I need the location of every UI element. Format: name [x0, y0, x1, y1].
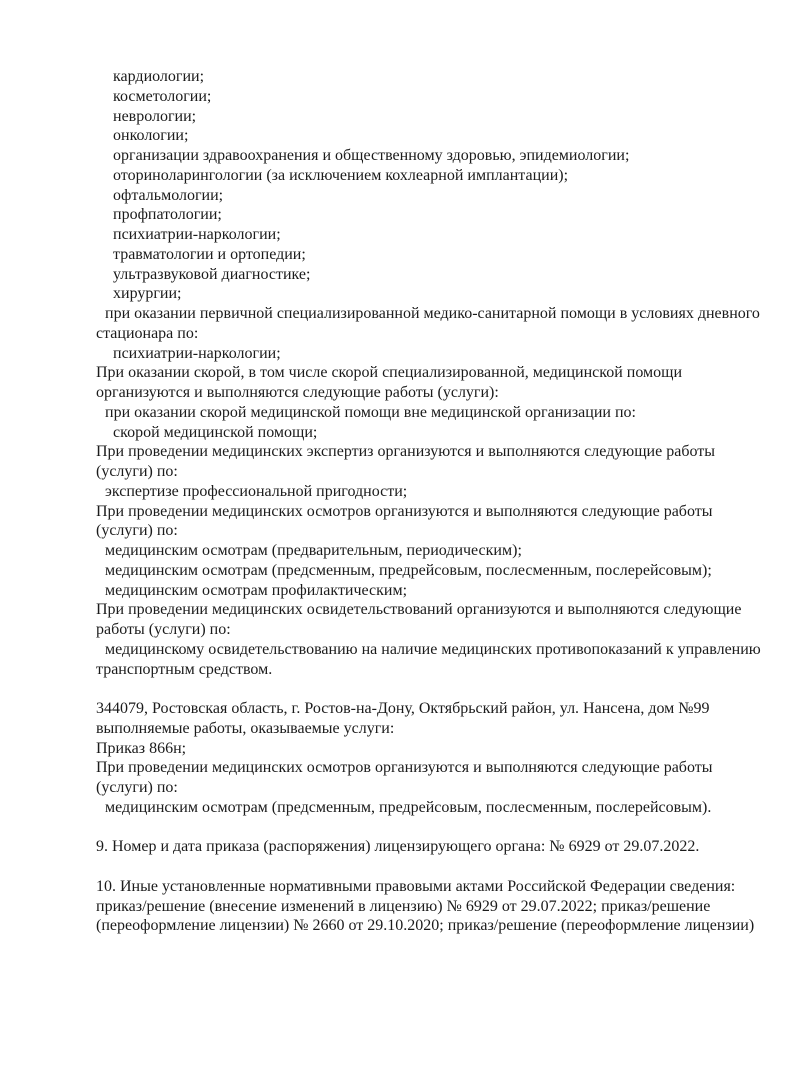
text-line: медицинскому освидетельствованию на наличие медицинских противопоказаний к управлению	[105, 640, 761, 658]
text-line: офтальмологии;	[113, 186, 224, 204]
text-line: при оказании скорой медицинской помощи вне медицинской организации по:	[105, 403, 636, 421]
text-line: медицинским осмотрам профилактическим;	[105, 581, 408, 599]
text-line: 344079, Ростовская область, г. Ростов-на-Дону, Октябрьский район, ул. Нансена, дом №99	[96, 700, 710, 717]
text-line: работы (услуги) по:	[96, 621, 231, 638]
text-line: экспертизе профессиональной пригодности;	[105, 482, 408, 500]
text-line: При проведении медицинских осмотров организуются и выполняются следующие работы	[96, 502, 713, 520]
text-line: 9. Номер и дата приказа (распоряжения) лицензирующего органа: № 6929 от 29.07.2022.	[96, 838, 700, 856]
text-line: организации здравоохранения и общественному здоровью, эпидемиологии;	[113, 147, 630, 164]
text-line: (услуги) по:	[96, 779, 178, 796]
text-line: медицинским осмотрам (предсменным, предрейсовым, послесменным, послерейсовым).	[105, 798, 712, 816]
text-line: выполняемые работы, оказываемые услуги:	[96, 719, 395, 737]
text-line: (услуги) по:	[96, 463, 178, 480]
text-line: онкологии;	[113, 127, 189, 145]
text-line: травматологии и ортопедии;	[113, 245, 306, 263]
text-line: 10. Иные установленные нормативными правовыми актами Российской Федерации сведения:	[96, 877, 736, 895]
text-line: косметологии;	[113, 87, 212, 105]
text-line: (переоформление лицензии) № 2660 от 29.10.2020; приказ/решение (переоформление лицензии)	[96, 917, 755, 935]
document-body	[96, 67, 796, 936]
text-line: медицинским осмотрам (предварительным, периодическим);	[105, 542, 522, 559]
text-line: психиатрии-наркологии;	[113, 226, 281, 243]
text-line: организуются и выполняются следующие работы (услуги):	[96, 384, 499, 401]
text-line: ультразвуковой диагностике;	[113, 265, 311, 283]
text-line: При проведении медицинских освидетельствований организуются и выполняются следующие	[96, 601, 742, 619]
text-line: медицинским осмотрам (предсменным, предрейсовым, послесменным, послерейсовым);	[105, 561, 712, 579]
blank-line	[96, 818, 796, 838]
text-line: хирургии;	[113, 285, 182, 303]
text-line: При проведении медицинских экспертиз организуются и выполняются следующие работы	[96, 443, 715, 461]
text-line: профпатологии;	[113, 206, 222, 224]
text-line: оториноларингологии (за исключением кохлеарной имплантации);	[113, 166, 569, 184]
text-line: приказ/решение (внесение изменений в лицензию) № 6929 от 29.07.2022; приказ/решение	[96, 897, 711, 915]
blank-line	[96, 679, 796, 699]
text-line: неврологии;	[113, 107, 197, 125]
text-line: При проведении медицинских осмотров организуются и выполняются следующие работы	[96, 759, 713, 777]
text-line: скорой медицинской помощи;	[113, 423, 318, 441]
text-line: (услуги) по:	[96, 522, 178, 540]
text-line: при оказании первичной специализированной медико-санитарной помощи в условиях дневного	[105, 305, 760, 322]
text-line: транспортным средством.	[96, 660, 273, 678]
text-line: При оказании скорой, в том числе скорой специализированной, медицинской помощи	[96, 364, 683, 382]
text-line: стационара по:	[96, 324, 199, 342]
text-line: психиатрии-наркологии;	[113, 344, 281, 362]
text-line: Приказ 866н;	[96, 739, 187, 757]
blank-line	[96, 857, 796, 877]
text-line: кардиологии;	[113, 68, 205, 85]
